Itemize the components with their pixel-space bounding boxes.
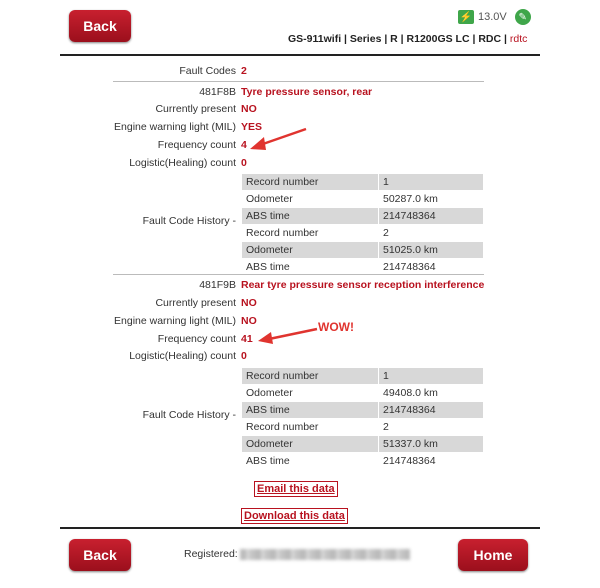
home-button[interactable]: Home xyxy=(458,539,528,571)
history-label: Fault Code History - xyxy=(142,215,236,227)
currently-present-value: NO xyxy=(241,103,257,115)
registered-info xyxy=(184,548,410,560)
logistic-value: 0 xyxy=(241,350,247,362)
table-row: Record number 1 xyxy=(242,174,484,191)
redacted-email xyxy=(240,549,410,560)
frequency-value: 41 xyxy=(241,333,253,345)
table-row: Record number 1 xyxy=(242,368,484,385)
mil-value: NO xyxy=(241,315,257,327)
header-divider xyxy=(60,54,540,56)
status-bar xyxy=(458,9,531,25)
breadcrumb-path: GS-911wifi | Series | R | R1200GS LC | RDC | xyxy=(288,33,507,45)
fault-code: 481F8B xyxy=(199,86,236,98)
download-data-link[interactable]: Download this data xyxy=(241,508,348,524)
mil-label: Engine warning light (MIL) xyxy=(114,121,236,133)
back-button[interactable]: Back xyxy=(69,539,131,571)
fault-description: Tyre pressure sensor, rear xyxy=(241,86,373,98)
email-data-link[interactable]: Email this data xyxy=(254,481,338,497)
table-row: Odometer 51337.0 km xyxy=(242,436,484,453)
breadcrumb-active[interactable]: rdtc xyxy=(509,33,528,45)
frequency-value: 4 xyxy=(241,139,247,151)
pencil-icon[interactable]: ✎ xyxy=(515,9,531,25)
frequency-label: Frequency count xyxy=(157,139,236,151)
footer-divider xyxy=(60,527,540,529)
table-row: ABS time 214748364 xyxy=(242,402,484,419)
table-row: Odometer 49408.0 km xyxy=(242,385,484,402)
back-button[interactable]: Back xyxy=(69,10,131,42)
section-divider xyxy=(113,274,484,275)
fault-history-table xyxy=(241,173,484,276)
table-row: Record number 2 xyxy=(242,419,484,436)
table-row: ABS time 214748364 xyxy=(242,453,484,470)
fault-history-table xyxy=(241,367,484,470)
currently-present-label: Currently present xyxy=(155,297,236,309)
table-row: ABS time 214748364 xyxy=(242,259,484,276)
history-label: Fault Code History - xyxy=(142,409,236,421)
mil-value: YES xyxy=(241,121,263,133)
logistic-value: 0 xyxy=(241,157,247,169)
annotation-arrow-icon xyxy=(246,125,310,153)
mil-label: Engine warning light (MIL) xyxy=(114,315,236,327)
table-row: Odometer 51025.0 km xyxy=(242,242,484,259)
wow-annotation: WOW! xyxy=(318,320,354,334)
breadcrumb xyxy=(288,33,527,45)
fault-codes-label: Fault Codes xyxy=(179,65,236,77)
table-row: Odometer 50287.0 km xyxy=(242,191,484,208)
voltage-readout: 13.0V xyxy=(478,11,507,23)
section-divider xyxy=(113,81,484,82)
table-row: Record number 2 xyxy=(242,225,484,242)
frequency-label: Frequency count xyxy=(157,333,236,345)
table-row: ABS time 214748364 xyxy=(242,208,484,225)
registered-label: Registered: xyxy=(184,548,238,560)
currently-present-value: NO xyxy=(241,297,257,309)
logistic-label: Logistic(Healing) count xyxy=(129,350,236,362)
annotation-arrow-icon xyxy=(255,324,319,346)
currently-present-label: Currently present xyxy=(155,103,236,115)
battery-charging-icon: ⚡ xyxy=(459,11,473,23)
logistic-label: Logistic(Healing) count xyxy=(129,157,236,169)
fault-code: 481F9B xyxy=(199,279,236,291)
fault-codes-value: 2 xyxy=(241,65,247,77)
fault-description: Rear tyre pressure sensor reception interference xyxy=(241,279,485,291)
